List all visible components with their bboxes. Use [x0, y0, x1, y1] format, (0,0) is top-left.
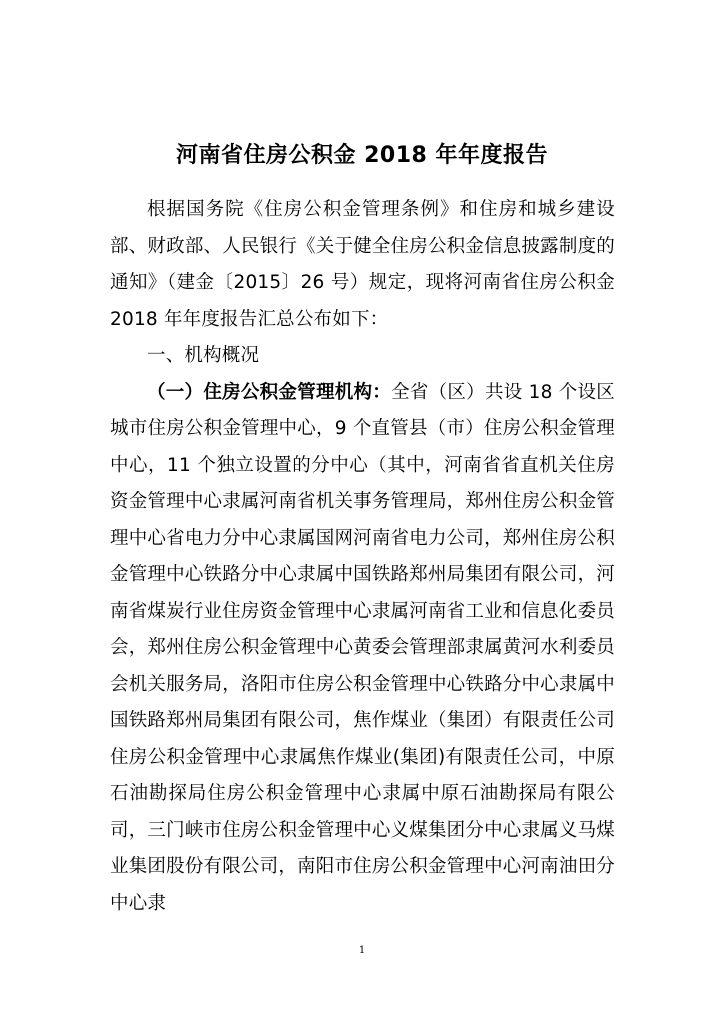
page-number: 1: [358, 945, 366, 956]
subsection-paragraph: [110, 375, 615, 923]
document-body: [110, 192, 615, 922]
document-title: 河南省住房公积金 2018 年年度报告: [175, 143, 549, 168]
section-heading: 一、机构概况: [147, 345, 260, 366]
subsection-text: 全省（区）共设 18 个设区城市住房公积金管理中心，9 个直管县（市）住房公积金管理中心，11 个独立设置的分中心（其中，河南省省直机关住房资金管理中心隶属河南省机关事务管理局，郑州住房公积金管理中心省电力分中心隶属国网河南省电力公司，郑州住房公积金管理中心铁路分中心隶属中国铁路郑州局集团有限公司，河南省煤炭行业住房资金管理中心隶属河南省工业和信息化委员会，郑州住房公积金管理中心黄委会管理部隶属黄河水利委员会机关服务局，洛阳市住房公积金管理中心铁路分中心隶属中国铁路郑州局集团有限公司，焦作煤业（集团）有限责任公司住房公积金管理中心隶属焦作煤业(集团)有限责任公司，中原石油勘探局住房公积金管理中心隶属中原石油勘探局有限公司，三门峡市住房公积金管理中心义煤集团分中心隶属义马煤业集团股份有限公司，南阳市住房公积金管理中心河南油田分中心隶: [110, 381, 615, 914]
intro-paragraph: 根据国务院《住房公积金管理条例》和住房和城乡建设部、财政部、人民银行《关于健全住房公积金信息披露制度的通知》（建金〔2015〕26 号）规定，现将河南省住房公积金 2018 年年度报告汇总公布如下：: [110, 199, 615, 330]
subsection-label: （一）住房公积金管理机构：: [147, 381, 392, 403]
